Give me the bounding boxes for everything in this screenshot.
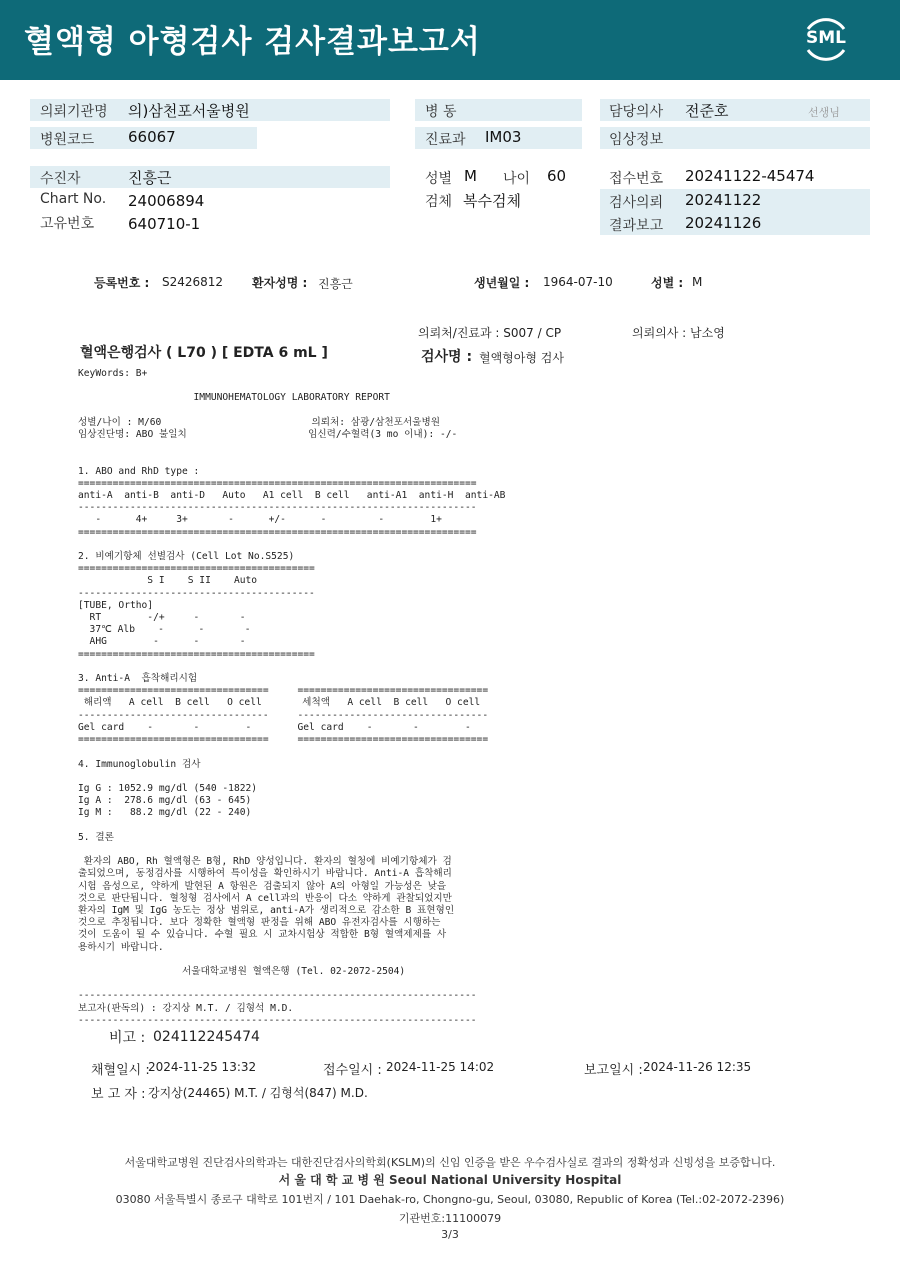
clinical-label: 임상정보 (609, 132, 664, 148)
ward-label: 병 동 (425, 104, 457, 120)
report-header (0, 0, 900, 80)
dept-value: IM03 (485, 128, 522, 146)
age-label: 나이 (503, 171, 531, 187)
hospital-code-label: 병원코드 (40, 132, 95, 148)
specimen-value: 복수검체 (463, 192, 521, 210)
specimen-label: 검체 (425, 194, 453, 210)
reporter-label: 보 고 자 : (91, 1087, 146, 1102)
chart-value: 24006894 (128, 192, 205, 210)
institution-label: 의뢰기관명 (40, 104, 108, 120)
record-sex-label: 성별 : (651, 276, 684, 290)
chart-label: Chart No. (40, 191, 107, 207)
unique-no-value: 640710-1 (128, 215, 201, 233)
receipt-time-value: 2024-11-25 14:02 (386, 1060, 495, 1074)
report-time-label: 보고일시 : (584, 1063, 643, 1078)
lab-report-body: KeyWords: B+ IMMUNOHEMATOLOGY LABORATORY REPORT 성별/나이 : M/60 의뢰처: 삼광/삼천포서울병원 임상진단명: ABO 불일치 임신력/수혈력(3 mo 이내): -/- 1. ABO and RhD type : ===================================================================== anti-A anti-B anti-D Auto A1 cell B cell anti-A1 anti-H anti-AB --------------------------------------------------------------------- - 4+ 3+ - +/- - - 1+ ===================================================================== 2. 비예기항체 선별검사 (Cell Lot No.S525) ========================================= S I S II Auto ----------------------------------------- [TUBE, Ortho] RT -/+ - - 37℃ Alb - - - AHG - - - ========================================= 3. Anti-A 흡착해리시험 ================================= ================================= 해리액 A cell B cell O cell 세척액 A cell B cell O cell --------------------------------- --------------------------------- Gel card - - - Gel card - - - ================================= ================================= 4. Immunoglobulin 검사 Ig G : 1052.9 mg/dl (540 -1822) Ig A : 278.6 mg/dl (63 - 645) Ig M : 88.2 mg/dl (22 - 240) 5. 결론 환자의 ABO, Rh 혈액형은 B형, RhD 양성입니다. 환자의 혈청에 비예기항체가 검 출되었으며, 동정검사를 시행하여 특이성을 확인하시기 바랍니다. Anti-A 흡착해리 시험 음성으로, 약하게 발현된 A 항원은 검출되지 않아 A의 아형일 가능성은 낮을 것으로 판단됩니다. 혈청형 검사에서 A cell과의 반응이 다소 약하게 관찰되었지만 환자의 IgM 및 IgG 농도는 정상 범위로, anti-A가 생리적으로 감소한 B 표현형인 것으로 추정됩니다. 보다 정확한 혈액형 판정을 위해 ABO 유전자검사를 시행하는 것이 도움이 될 수 있습니다. 수혈 필요 시 교차시험상 적합한 B형 혈액제제를 사 용하시기 바랍니다. 서울대학교병원 혈액은행 (Tel. 02-2072-2504) --------------------------------------------------------------------- 보고자(판독의) : 강지상 M.T. / 김형석 M.D. --------------------------------------------------------------------- (78, 368, 506, 1026)
report-date-label: 결과보고 (609, 218, 664, 234)
certification-note: 서울대학교병원 진단검사의학과는 대한진단검사의학회(KSLM)의 신임 인증을 받은 우수검사실로 결과의 정확성과 신빙성을 보증합니다. (124, 1156, 776, 1169)
reg-no-value: S2426812 (162, 275, 224, 289)
age-value: 60 (547, 167, 567, 185)
receipt-no-value: 20241122-45474 (685, 167, 815, 185)
dept-label: 진료과 (425, 132, 466, 148)
note-value: 024112245474 (153, 1029, 260, 1045)
reg-no-label: 등록번호 : (94, 276, 150, 290)
examinee-bar (30, 166, 390, 188)
sex-label: 성별 (425, 171, 453, 187)
report-time-value: 2024-11-26 12:35 (643, 1060, 752, 1074)
patient-name-value: 진흥근 (318, 277, 353, 291)
receipt-time-label: 접수일시 : (323, 1063, 382, 1078)
hospital-address: 03080 서울특별시 종로구 대학로 101번지 / 101 Daehak-ro, Chongno-gu, Seoul, 03080, Republic of Korea (Tel.:02-2072-2396) (115, 1193, 785, 1206)
hospital-code-value: 66067 (128, 128, 176, 146)
test-name-label: 검사명 : (421, 349, 473, 365)
request-date-value: 20241122 (685, 191, 762, 209)
org-number: 기관번호:11100079 (398, 1212, 502, 1225)
dob-label: 생년월일 : (474, 276, 530, 290)
examinee-label: 수진자 (40, 171, 81, 187)
unique-no-label: 고유번호 (40, 216, 95, 232)
record-sex-value: M (692, 275, 703, 289)
ref-dept-line: 의뢰처/진료과 : S007 / CP (418, 326, 562, 340)
ref-doctor-line: 의뢰의사 : 남소영 (632, 326, 725, 340)
sml-logo (800, 14, 852, 64)
doctor-label: 담당의사 (609, 104, 664, 120)
examinee-value: 진흥근 (128, 169, 172, 187)
doctor-value: 전준호 (685, 102, 729, 120)
dob-value: 1964-07-10 (543, 275, 613, 289)
test-name-value: 혈액형아형 검사 (479, 351, 564, 365)
sex-value: M (464, 167, 477, 185)
patient-name-label: 환자성명 : (252, 276, 308, 290)
reporter-value: 강지상(24465) M.T. / 김형석(847) M.D. (148, 1086, 368, 1100)
report-title: 혈액형 아형검사 검사결과보고서 (24, 24, 481, 60)
test-title: 혈액은행검사 ( L70 ) [ EDTA 6 mL ] (80, 345, 328, 361)
report-date-value: 20241126 (685, 214, 762, 232)
receipt-no-label: 접수번호 (609, 171, 664, 187)
page-number: 3/3 (441, 1228, 459, 1241)
collect-time-value: 2024-11-25 13:32 (148, 1060, 257, 1074)
request-date-label: 검사의뢰 (609, 195, 664, 211)
institution-value: 의)삼천포서울병원 (128, 102, 250, 120)
doctor-suffix: 선생님 (808, 106, 840, 119)
hospital-name: 서 울 대 학 교 병 원 Seoul National University Hospital (278, 1173, 622, 1187)
collect-time-label: 채혈일시 : (91, 1063, 150, 1078)
logo-text: SML (806, 28, 846, 48)
note-label: 비고 : (109, 1030, 146, 1046)
